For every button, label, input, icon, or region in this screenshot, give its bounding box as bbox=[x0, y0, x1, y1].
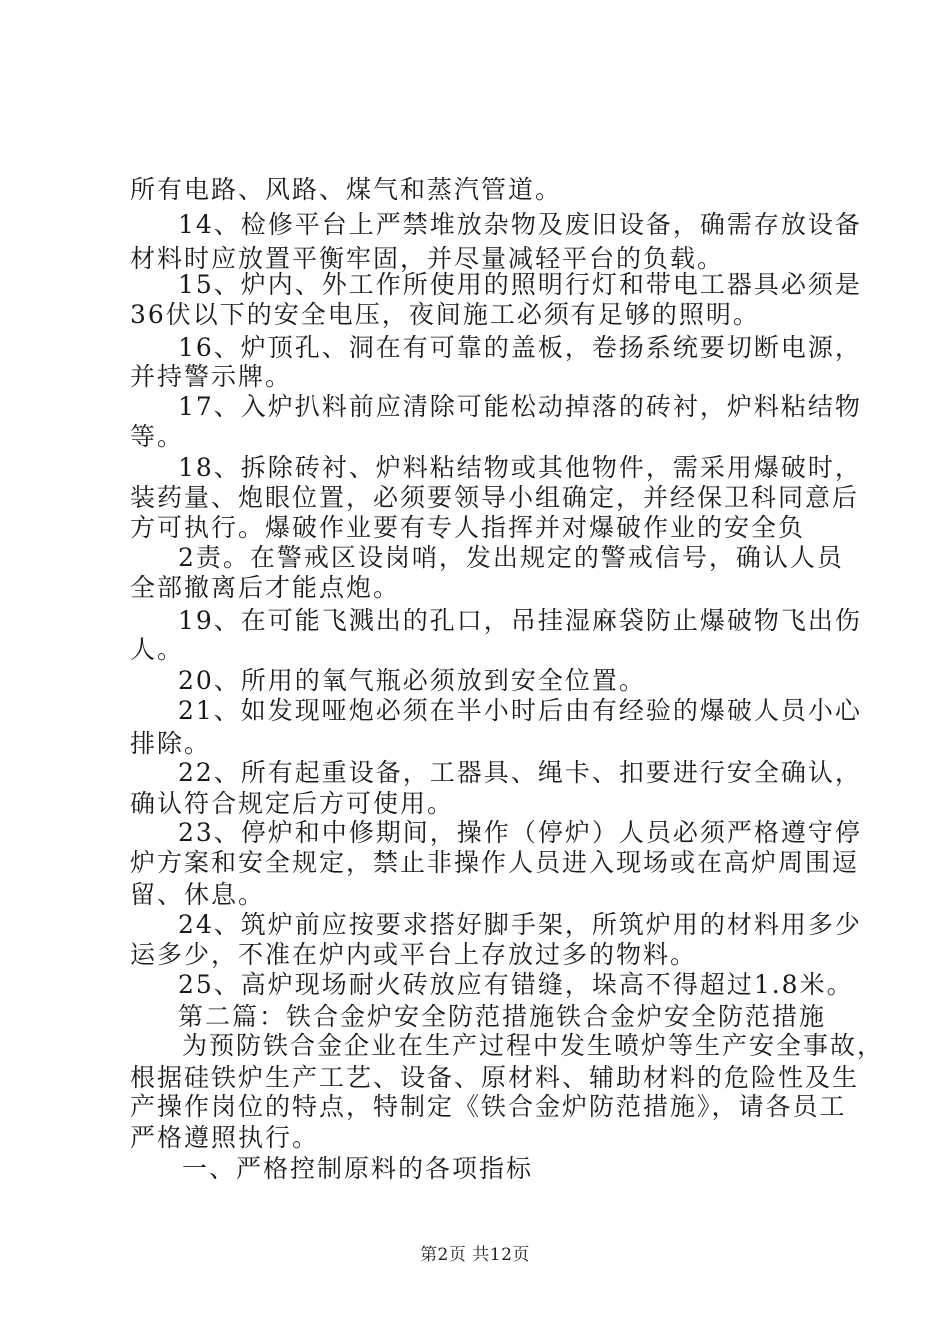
text-line: 14、检修平台上严禁堆放杂物及废旧设备，确需存放设备 bbox=[178, 210, 862, 239]
text-line: 装药量、炮眼位置，必须要领导小组确定，并经保卫科同意后 bbox=[130, 483, 860, 512]
text-line: 全部撤离后才能点炮。 bbox=[130, 573, 401, 602]
text-line: 17、入炉扒料前应清除可能松动掉落的砖衬，炉料粘结物 bbox=[178, 392, 862, 421]
text-line: 留、休息。 bbox=[130, 880, 266, 909]
text-line: 19、在可能飞溅出的孔口，吊挂湿麻袋防止爆破物飞出伤 bbox=[178, 606, 862, 635]
text-line: 等。 bbox=[130, 422, 185, 451]
text-line: 并持警示牌。 bbox=[130, 362, 293, 391]
text-line: 为预防铁合金企业在生产过程中发生喷炉等生产安全事故， bbox=[182, 1031, 885, 1060]
text-line: 严格遵照执行。 bbox=[130, 1123, 320, 1152]
text-line: 15、炉内、外工作所使用的照明行灯和带电工器具必须是 bbox=[178, 270, 862, 299]
text-line: 方可执行。爆破作业要有专人指挥并对爆破作业的安全负 bbox=[130, 513, 806, 542]
text-line: 所有电路、风路、煤气和蒸汽管道。 bbox=[130, 175, 563, 204]
text-line: 22、所有起重设备，工器具、绳卡、扣要进行安全确认， bbox=[178, 758, 862, 787]
text-line: 2责。在警戒区设岗哨，发出规定的警戒信号，确认人员 bbox=[178, 543, 844, 572]
text-line: 20、所用的氧气瓶必须放到安全位置。 bbox=[178, 666, 646, 695]
text-line: 材料时应放置平衡牢固，并尽量减轻平台的负载。 bbox=[130, 244, 725, 273]
text-line: 产操作岗位的特点，特制定《铁合金炉防范措施》，请各员工 bbox=[130, 1092, 847, 1121]
text-line: 23、停炉和中修期间，操作（停炉）人员必须严格遵守停 bbox=[178, 818, 862, 847]
text-line: 运多少，不准在炉内或平台上存放过多的物料。 bbox=[130, 940, 698, 969]
text-line: 21、如发现哑炮必须在半小时后由有经验的爆破人员小心 bbox=[178, 696, 862, 725]
text-line: 炉方案和安全规定，禁止非操作人员进入现场或在高炉周围逗 bbox=[130, 848, 860, 877]
section-heading: 第二篇：铁合金炉安全防范措施铁合金炉安全防范措施 bbox=[178, 1002, 827, 1031]
text-line: 排除。 bbox=[130, 729, 212, 758]
text-line: 36伏以下的安全电压，夜间施工必须有足够的照明。 bbox=[130, 300, 760, 329]
text-line: 人。 bbox=[130, 635, 185, 664]
subsection-heading: 一、严格控制原料的各项指标 bbox=[182, 1154, 534, 1183]
text-line: 18、拆除砖衬、炉料粘结物或其他物件，需采用爆破时， bbox=[178, 453, 862, 482]
text-line: 确认符合规定后方可使用。 bbox=[130, 789, 455, 818]
text-line: 24、筑炉前应按要求搭好脚手架，所筑炉用的材料用多少 bbox=[178, 910, 862, 939]
page-number-footer: 第2页 共12页 bbox=[420, 1245, 530, 1265]
text-line: 25、高炉现场耐火砖放应有错缝，垛高不得超过1.8米。 bbox=[178, 970, 854, 999]
text-line: 16、炉顶孔、洞在有可靠的盖板，卷扬系统要切断电源， bbox=[178, 333, 862, 362]
text-line: 根据硅铁炉生产工艺、设备、原材料、辅助材料的危险性及生 bbox=[130, 1063, 860, 1092]
